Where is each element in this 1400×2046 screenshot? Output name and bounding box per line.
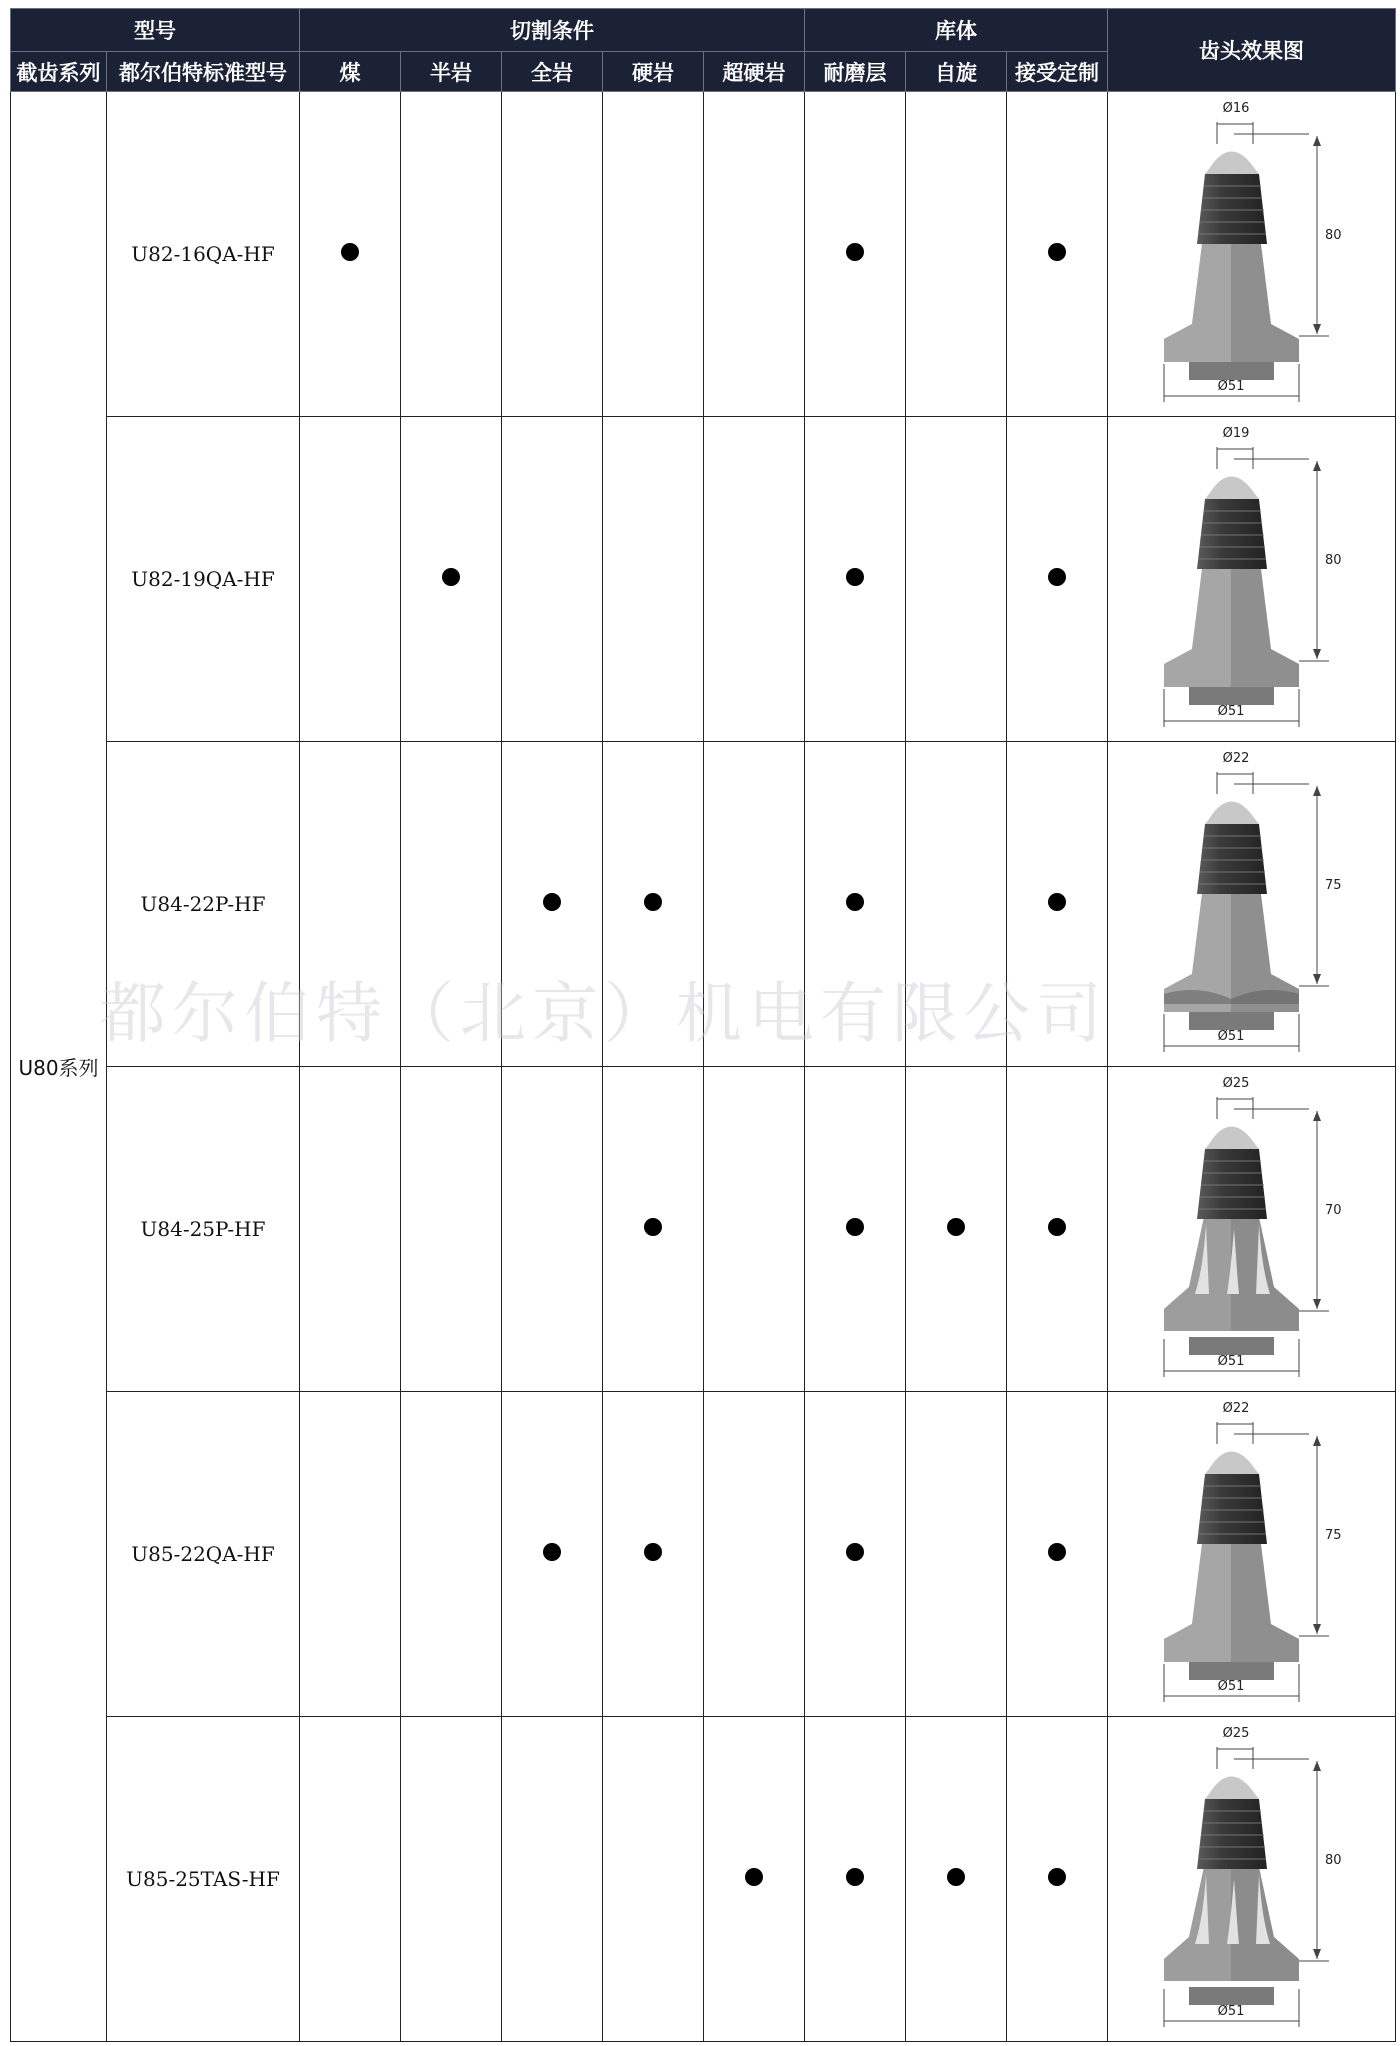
supported-dot bbox=[947, 1218, 965, 1236]
supported-dot bbox=[1048, 1868, 1066, 1886]
product-row bbox=[11, 417, 1396, 742]
length-label: 75 bbox=[1325, 1528, 1342, 1543]
series-cell: U80系列 bbox=[11, 92, 107, 2042]
tooth-image-cell bbox=[1108, 1392, 1396, 1717]
supported-dot bbox=[846, 243, 864, 261]
self-rotating-cell bbox=[906, 1392, 1007, 1717]
header-coal: 煤 bbox=[300, 52, 401, 92]
full-rock-cell bbox=[502, 742, 603, 1067]
product-row bbox=[11, 1717, 1396, 2042]
wear-layer-cell bbox=[805, 1717, 906, 2042]
base-diameter-label: Ø51 bbox=[1217, 1679, 1245, 1694]
wear-layer-cell bbox=[805, 742, 906, 1067]
product-row bbox=[11, 742, 1396, 1067]
self-rotating-cell bbox=[906, 417, 1007, 742]
base-diameter-label: Ø51 bbox=[1217, 1354, 1245, 1369]
self-rotating-cell bbox=[906, 1717, 1007, 2042]
supported-dot bbox=[846, 893, 864, 911]
supported-dot bbox=[846, 568, 864, 586]
full-rock-cell bbox=[502, 1717, 603, 2042]
supported-dot bbox=[644, 1543, 662, 1561]
cutter-tooth-diagram bbox=[1109, 94, 1394, 414]
tooth-image-cell bbox=[1108, 1717, 1396, 2042]
spec-table-body bbox=[11, 92, 1396, 2042]
supported-dot bbox=[745, 1868, 763, 1886]
full-rock-cell bbox=[502, 1392, 603, 1717]
header-self-rotating: 自旋 bbox=[906, 52, 1007, 92]
model-cell: U84-22P-HF bbox=[107, 742, 300, 1067]
supported-dot bbox=[1048, 1543, 1066, 1561]
hard-rock-cell bbox=[603, 417, 704, 742]
base-diameter-label: Ø51 bbox=[1217, 2004, 1245, 2019]
super-hard-rock-cell bbox=[704, 417, 805, 742]
base-diameter-label: Ø51 bbox=[1217, 704, 1245, 719]
hard-rock-cell bbox=[603, 1717, 704, 2042]
wear-layer-cell bbox=[805, 417, 906, 742]
half-rock-cell bbox=[401, 1717, 502, 2042]
super-hard-rock-cell bbox=[704, 1067, 805, 1392]
tip-diameter-label: Ø16 bbox=[1222, 101, 1250, 116]
spec-table bbox=[10, 8, 1396, 2042]
supported-dot bbox=[543, 1543, 561, 1561]
header-half-rock: 半岩 bbox=[401, 52, 502, 92]
supported-dot bbox=[442, 568, 460, 586]
coal-cell bbox=[300, 1717, 401, 2042]
carbide-tip-shape bbox=[1205, 1127, 1259, 1150]
customizable-cell bbox=[1007, 1067, 1108, 1392]
hard-rock-cell bbox=[603, 1067, 704, 1392]
coal-cell bbox=[300, 92, 401, 417]
cutter-tooth-diagram bbox=[1109, 744, 1394, 1064]
supported-dot bbox=[947, 1868, 965, 1886]
supported-dot bbox=[1048, 1218, 1066, 1236]
coal-cell bbox=[300, 1067, 401, 1392]
super-hard-rock-cell bbox=[704, 92, 805, 417]
header-group-model: 型号 bbox=[11, 9, 300, 52]
header-standard-model: 都尔伯特标准型号 bbox=[107, 52, 300, 92]
supported-dot bbox=[543, 893, 561, 911]
supported-dot bbox=[341, 243, 359, 261]
carbide-tip-shape bbox=[1205, 1452, 1259, 1475]
header-hard-rock: 硬岩 bbox=[603, 52, 704, 92]
tip-diameter-label: Ø25 bbox=[1222, 1076, 1250, 1091]
product-row bbox=[11, 92, 1396, 417]
length-label: 70 bbox=[1325, 1203, 1342, 1218]
full-rock-cell bbox=[502, 92, 603, 417]
hard-rock-cell bbox=[603, 1392, 704, 1717]
tooth-image-cell bbox=[1108, 742, 1396, 1067]
carbide-tip-shape bbox=[1205, 1777, 1259, 1800]
full-rock-cell bbox=[502, 417, 603, 742]
tip-diameter-label: Ø22 bbox=[1222, 1401, 1250, 1416]
model-cell: U82-19QA-HF bbox=[107, 417, 300, 742]
self-rotating-cell bbox=[906, 92, 1007, 417]
model-cell: U82-16QA-HF bbox=[107, 92, 300, 417]
super-hard-rock-cell bbox=[704, 1392, 805, 1717]
half-rock-cell bbox=[401, 1392, 502, 1717]
half-rock-cell bbox=[401, 92, 502, 417]
company-watermark: 都尔伯特（北京）机电有限公司 bbox=[100, 975, 1108, 1052]
super-hard-rock-cell bbox=[704, 742, 805, 1067]
base-diameter-label: Ø51 bbox=[1217, 379, 1245, 394]
customizable-cell bbox=[1007, 92, 1108, 417]
header-wear-layer: 耐磨层 bbox=[805, 52, 906, 92]
cutter-tooth-diagram bbox=[1109, 1394, 1394, 1714]
customizable-cell bbox=[1007, 417, 1108, 742]
product-row bbox=[11, 1067, 1396, 1392]
supported-dot bbox=[644, 1218, 662, 1236]
customizable-cell bbox=[1007, 1717, 1108, 2042]
length-label: 80 bbox=[1325, 1853, 1342, 1868]
self-rotating-cell bbox=[906, 742, 1007, 1067]
supported-dot bbox=[846, 1543, 864, 1561]
supported-dot bbox=[1048, 568, 1066, 586]
half-rock-cell bbox=[401, 417, 502, 742]
tooth-image-cell bbox=[1108, 92, 1396, 417]
base-diameter-label: Ø51 bbox=[1217, 1029, 1245, 1044]
supported-dot bbox=[1048, 243, 1066, 261]
tip-diameter-label: Ø25 bbox=[1222, 1726, 1250, 1741]
model-cell: U84-25P-HF bbox=[107, 1067, 300, 1392]
tip-diameter-label: Ø19 bbox=[1222, 426, 1250, 441]
coal-cell bbox=[300, 1392, 401, 1717]
customizable-cell bbox=[1007, 1392, 1108, 1717]
header-image-column: 齿头效果图 bbox=[1108, 9, 1396, 92]
cutter-tooth-diagram bbox=[1109, 419, 1394, 739]
self-rotating-cell bbox=[906, 1067, 1007, 1392]
wear-layer-cell bbox=[805, 1067, 906, 1392]
carbide-tip-shape bbox=[1205, 152, 1259, 175]
supported-dot bbox=[846, 1218, 864, 1236]
carbide-tip-shape bbox=[1205, 477, 1259, 500]
header-full-rock: 全岩 bbox=[502, 52, 603, 92]
length-label: 80 bbox=[1325, 553, 1342, 568]
header-group-body: 库体 bbox=[805, 9, 1108, 52]
hard-rock-cell bbox=[603, 92, 704, 417]
half-rock-cell bbox=[401, 742, 502, 1067]
supported-dot bbox=[1048, 893, 1066, 911]
header-group-cutting-conditions: 切割条件 bbox=[300, 9, 805, 52]
carbide-tip-shape bbox=[1205, 802, 1259, 825]
header-super-hard-rock: 超硬岩 bbox=[704, 52, 805, 92]
length-label: 75 bbox=[1325, 878, 1342, 893]
tip-diameter-label: Ø22 bbox=[1222, 751, 1250, 766]
full-rock-cell bbox=[502, 1067, 603, 1392]
spec-sheet bbox=[10, 8, 1395, 2042]
cutter-tooth-diagram bbox=[1109, 1719, 1394, 2039]
length-label: 80 bbox=[1325, 228, 1342, 243]
wear-layer-cell bbox=[805, 92, 906, 417]
supported-dot bbox=[846, 1868, 864, 1886]
model-cell: U85-25TAS-HF bbox=[107, 1717, 300, 2042]
header-series: 截齿系列 bbox=[11, 52, 107, 92]
product-row bbox=[11, 1392, 1396, 1717]
customizable-cell bbox=[1007, 742, 1108, 1067]
tooth-image-cell bbox=[1108, 417, 1396, 742]
half-rock-cell bbox=[401, 1067, 502, 1392]
model-cell: U85-22QA-HF bbox=[107, 1392, 300, 1717]
super-hard-rock-cell bbox=[704, 1717, 805, 2042]
wear-layer-cell bbox=[805, 1392, 906, 1717]
coal-cell bbox=[300, 417, 401, 742]
coal-cell bbox=[300, 742, 401, 1067]
header-customizable: 接受定制 bbox=[1007, 52, 1108, 92]
tooth-image-cell bbox=[1108, 1067, 1396, 1392]
cutter-tooth-diagram bbox=[1109, 1069, 1394, 1389]
supported-dot bbox=[644, 893, 662, 911]
hard-rock-cell bbox=[603, 742, 704, 1067]
